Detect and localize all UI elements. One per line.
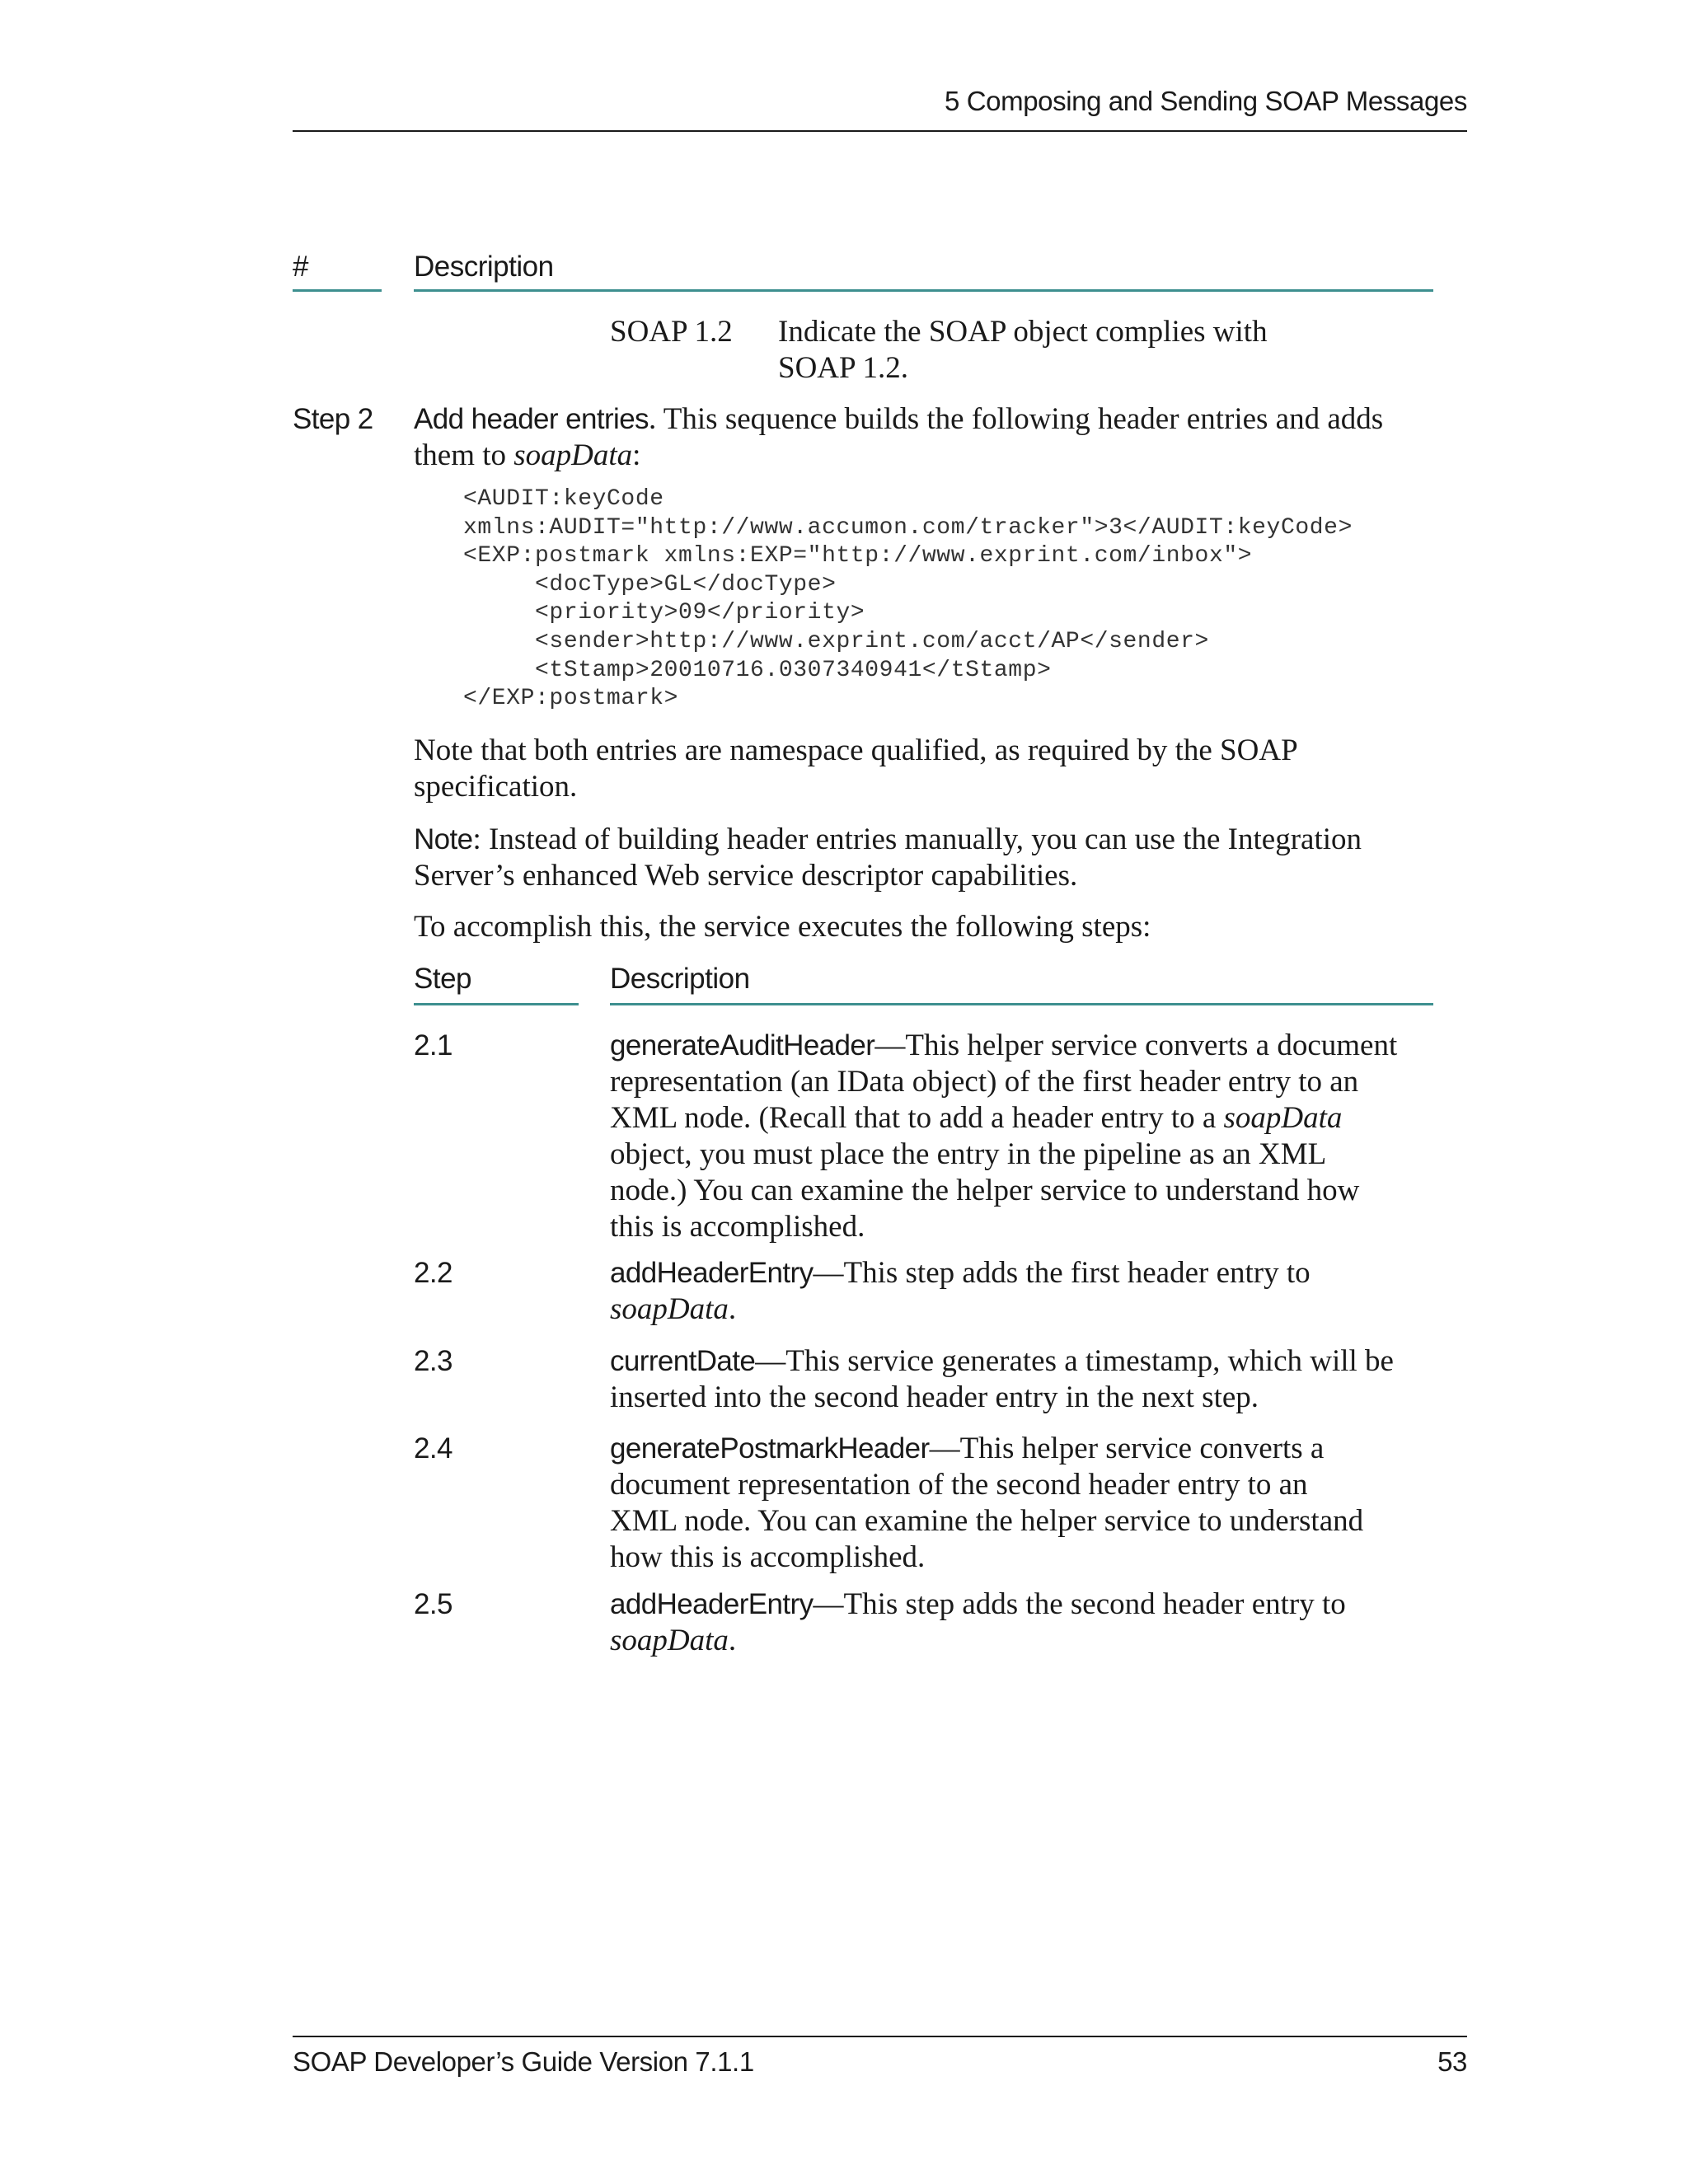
footer-rule: [293, 2036, 1467, 2037]
substep-desc: generateAuditHeader—This helper service converts a document representation (an IData object) of the first header entry to an XML node. (Recall that to add a header entry to a soapData object, you must place the entry in the pipeline as an XML node.) You can examine the helper service to understand how this is accomplished.: [610, 1029, 1398, 1244]
code-line: <docType>GL</docType>: [463, 571, 837, 598]
step2-intro-line1: [414, 401, 1383, 438]
soapdata-var: soapData: [513, 438, 633, 472]
substep-col-step-header: Step: [414, 963, 471, 995]
substep-col-step-rule: [414, 1003, 579, 1005]
service-name: currentDate: [610, 1345, 756, 1377]
note-label: Note: [414, 823, 473, 855]
substep-desc: currentDate—This service generates a timestamp, which will be inserted into the second header entry in the next step.: [610, 1344, 1394, 1414]
note-line2: Server’s enhanced Web service descriptor capabilities.: [414, 859, 1078, 893]
col-num-rule: [293, 289, 382, 292]
substep-number: 2.4: [414, 1432, 452, 1465]
namespace-note-line2: specification.: [414, 770, 578, 804]
soap-version-desc-line1: Indicate the SOAP object complies with: [778, 315, 1268, 349]
substep-col-desc-rule: [610, 1003, 1433, 1005]
accomplish-line: To accomplish this, the service executes the following steps:: [414, 910, 1151, 944]
service-name: generateAuditHeader: [610, 1029, 875, 1062]
code-line: <tStamp>20010716.0307340941</tStamp>: [463, 657, 1052, 683]
substep-col-desc-header: Description: [610, 963, 750, 995]
substep-number: 2.5: [414, 1588, 452, 1620]
substep-desc: addHeaderEntry—This step adds the first header entry to soapData.: [610, 1256, 1311, 1326]
substep-number: 2.1: [414, 1029, 452, 1062]
col-desc-rule: [414, 289, 1433, 292]
footer-guide-title: SOAP Developer’s Guide Version 7.1.1: [293, 2046, 754, 2077]
code-line: <EXP:postmark xmlns:EXP="http://www.exprint.com/inbox">: [463, 543, 1253, 569]
note-line1: Note: Instead of building header entries manually, you can use the Integration: [414, 823, 1362, 856]
soap-version-desc-line2: SOAP 1.2.: [778, 351, 908, 385]
substep-desc: generatePostmarkHeader—This helper service converts a document representation of the second header entry to an XML node. You can examine the helper service to understand how this is accomplished.: [610, 1432, 1364, 1574]
substep-number: 2.2: [414, 1257, 452, 1289]
code-line: xmlns:AUDIT="http://www.accumon.com/tracker">3</AUDIT:keyCode>: [463, 514, 1353, 541]
running-header: 5 Composing and Sending SOAP Messages: [945, 86, 1467, 116]
service-name: generatePostmarkHeader: [610, 1432, 930, 1465]
namespace-note-line1: Note that both entries are namespace qualified, as required by the SOAP: [414, 733, 1298, 767]
soap-version-label: SOAP 1.2: [610, 315, 733, 349]
substep-number: 2.3: [414, 1345, 452, 1377]
step2-intro-line2: them to soapData:: [414, 438, 641, 472]
code-line: </EXP:postmark>: [463, 686, 679, 712]
substep-desc: addHeaderEntry—This step adds the second header entry to soapData.: [610, 1587, 1346, 1657]
page-number: 53: [1437, 2046, 1467, 2077]
code-block: [463, 485, 1353, 714]
service-name: addHeaderEntry: [610, 1257, 814, 1289]
code-line: <sender>http://www.exprint.com/acct/AP</sender>: [463, 628, 1209, 654]
step2-intro-rest: . This sequence builds the following header entries and adds: [648, 402, 1384, 436]
code-line: <AUDIT:keyCode: [463, 486, 664, 512]
col-desc-header: Description: [414, 251, 554, 283]
step2-title: Add header entries: [414, 403, 649, 435]
code-line: <priority>09</priority>: [463, 600, 865, 626]
service-name: addHeaderEntry: [610, 1588, 814, 1620]
header-rule: [293, 130, 1467, 132]
col-num-header: #: [293, 251, 308, 283]
step2-label: Step 2: [293, 403, 373, 435]
